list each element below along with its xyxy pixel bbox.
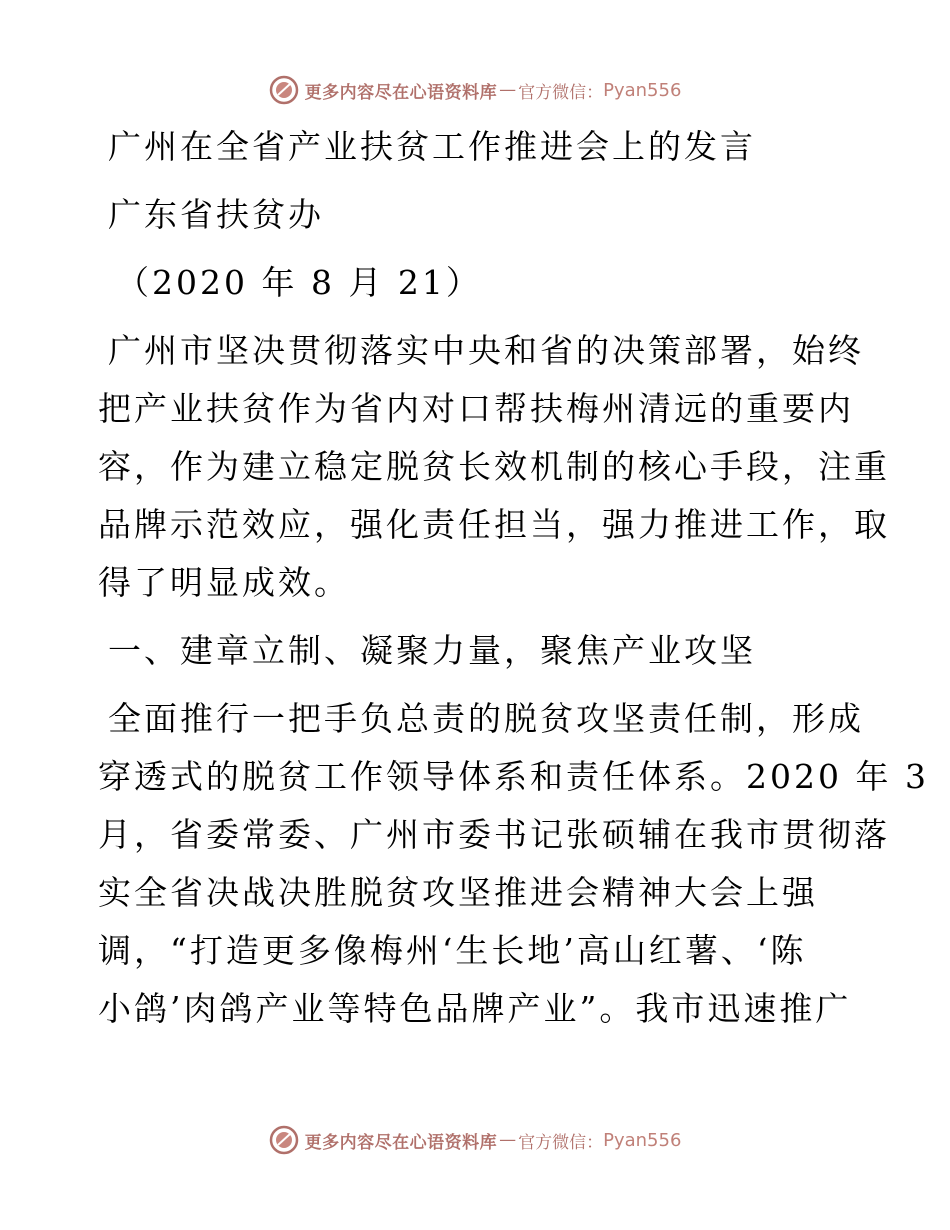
document-title: 广州在全省产业扶贫工作推进会上的发言: [108, 127, 756, 166]
paragraph-line: 实全省决战决胜脱贫攻坚推进会精神大会上强: [98, 873, 818, 912]
paragraph-line: 小鸽’肉鸽产业等特色品牌产业”。我市迅速推广: [98, 989, 852, 1028]
watermark-site-text: 更多内容尽在心语资料库: [304, 1132, 498, 1153]
paragraph-line: 品牌示范效应，强化责任担当，强力推进工作，取: [98, 505, 890, 544]
document-body: [98, 118, 929, 1038]
watermark-official-label: 官方微信：: [518, 82, 604, 103]
watermark-wechat-id: Pyan556: [603, 79, 682, 101]
watermark-wechat-id: Pyan556: [603, 1129, 682, 1151]
watermark-site-text: 更多内容尽在心语资料库: [304, 82, 498, 103]
paragraph-line: 穿透式的脱贫工作领导体系和责任体系。2020 年 3: [98, 757, 929, 796]
watermark-footer: [0, 1120, 950, 1160]
watermark-header: [0, 70, 950, 110]
paragraph-line: 全面推行一把手负总责的脱贫攻坚责任制，形成: [108, 699, 864, 738]
watermark-official-label: 官方微信：: [518, 1132, 604, 1153]
section-heading: 一、建章立制、凝聚力量，聚焦产业攻坚: [108, 631, 756, 670]
paragraph-line: 得了明显成效。: [98, 563, 350, 602]
watermark-dash: —: [499, 1130, 517, 1150]
red-seal-logo-icon: [269, 1125, 299, 1155]
paragraph-line: 月，省委常委、广州市委书记张硕辅在我市贯彻落: [98, 815, 890, 854]
paragraph-line: 把产业扶贫作为省内对口帮扶梅州清远的重要内: [98, 389, 854, 428]
paragraph-line: 调，“打造更多像梅州‘生长地’高山红薯、‘陈: [98, 931, 807, 970]
paragraph-line: 广州市坚决贯彻落实中央和省的决策部署，始终: [108, 331, 864, 370]
document-author: 广东省扶贫办: [108, 195, 324, 234]
watermark-dash: —: [499, 80, 517, 100]
red-seal-logo-icon: [269, 75, 299, 105]
document-date: （2020 年 8 月 21）: [116, 263, 482, 302]
paragraph-line: 容，作为建立稳定脱贫长效机制的核心手段，注重: [98, 447, 890, 486]
